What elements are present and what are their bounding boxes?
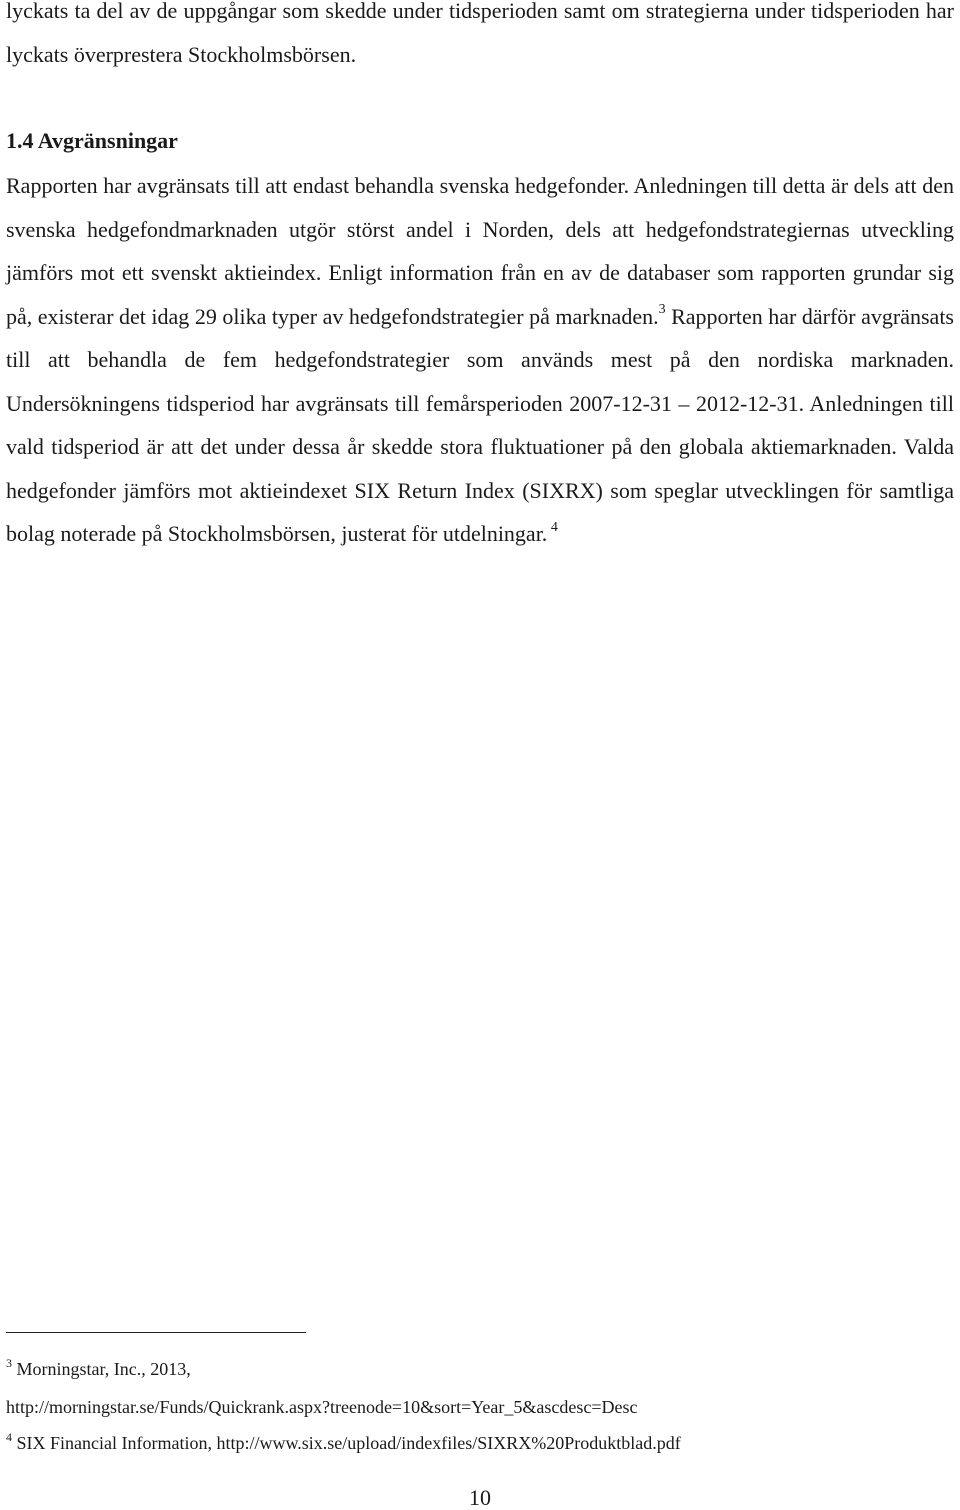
section-heading: 1.4 Avgränsningar — [6, 128, 178, 153]
footnote-4-number: 4 — [6, 1430, 12, 1444]
footnote-3-text: Morningstar, Inc., 2013, — [12, 1359, 191, 1379]
main-paragraph-part1: Rapporten har avgränsats till att endast behandla svenska hedgefonder. Anledningen till detta är dels att den svenska hedgefondmarknaden utgör störst andel i Norden, dels att hedgefondstrategiernas utveckling jämförs mot ett svenskt aktieindex. Enligt information från en av de databaser som rapporten grundar sig på, existerar det idag 29 olika typer av hedgefondstrategier på marknaden. — [6, 173, 954, 329]
footnote-4-text[interactable]: SIX Financial Information, http://www.six.se/upload/indexfiles/SIXRX%20Produktblad.pdf — [12, 1433, 681, 1453]
footnote-3 — [6, 1358, 956, 1380]
footnote-4 — [6, 1432, 956, 1454]
footnote-ref-4[interactable]: 4 — [547, 519, 558, 535]
footnote-ref-3[interactable]: 3 — [658, 302, 666, 318]
intro-paragraph: lyckats ta del av de uppgångar som skedde under tidsperioden samt om strategierna under tidsperioden har lyckats överprestera Stockholmsbörsen. — [6, 0, 954, 67]
main-paragraph-part2: Rapporten har därför avgränsats till att behandla de fem hedgefondstrategier som används mest på den nordiska marknaden. Undersökningens tidsperiod har avgränsats till femårsperioden 2007-12-31 – 2012-12-31. Anledningen till vald tidsperiod är att det under dessa år skedde stora fluktuationer på den globala aktiemarknaden. Valda hedgefonder jämförs mot aktieindexet SIX Return Index (SIXRX) som speglar utvecklingen för samtliga bolag noterade på Stockholmsbörsen, justerat för utdelningar. — [6, 303, 954, 546]
footnote-3-number: 3 — [6, 1356, 12, 1370]
footnote-divider — [6, 1332, 306, 1333]
page-number: 10 — [469, 1485, 491, 1510]
footnote-3-url[interactable]: http://morningstar.se/Funds/Quickrank.aspx?treenode=10&sort=Year_5&ascdesc=Desc — [6, 1397, 638, 1417]
main-paragraph — [6, 164, 954, 556]
